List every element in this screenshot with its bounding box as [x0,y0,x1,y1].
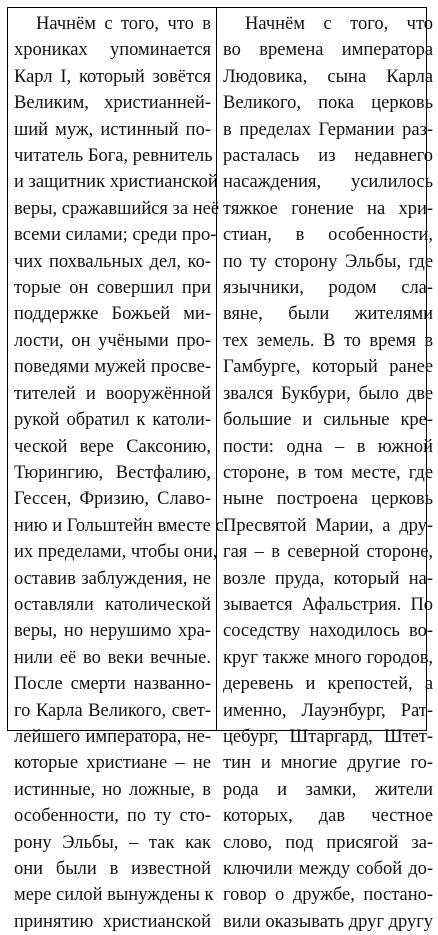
text-line: веры, сражавшийся за неё [14,198,220,219]
text-line: принятию христианской [14,911,211,932]
text-line: Начнём с того, что в [36,14,211,34]
text-line: истинные, но ложные, в [14,779,211,800]
text-line: Карл I, который зовётся [14,66,211,87]
text-line: гая – в северной стороне, [223,542,434,563]
text-line: оставив заблуждения, не [14,568,211,589]
text-line: ключили между собой до- [223,859,434,879]
text-line: именно, Лауэнбург, Рат- [223,700,434,721]
text-line: их пределами, чтобы они, [14,542,218,563]
text-line: и защитник христианской [14,172,218,193]
right-text-column [217,8,438,932]
text-line: рону Эльбы, – так как [14,832,211,853]
text-line: веры, но нерушимо хра- [14,621,211,642]
text-line: возле пруда, который на- [223,568,434,589]
text-line: рукой обратил к католи- [14,410,211,431]
text-line: поддержке Божьей ми- [14,304,211,325]
text-line: лейшего императора, не- [14,726,211,747]
two-column-text-page [7,7,434,932]
text-line: тяжкое гонение на хри- [223,198,434,219]
text-line: деревень и крепостей, а [223,674,434,695]
text-line: особенности, по ту сто- [14,806,211,827]
text-line: насаждения, усилилось [223,172,434,193]
text-line: всеми силами; среди про- [14,225,217,246]
text-line: торые он совершил при [14,278,211,299]
text-line: Гессен, Фризию, Славо- [14,489,211,510]
text-line: тителей и вооружённой [14,383,211,404]
text-line: Тюрингию, Вестфалию, [14,462,211,483]
text-line: стороне, в том месте, где [223,462,434,483]
text-line: которые христиане – не [14,753,211,774]
text-line: поведями мужей просве- [14,357,211,378]
text-line: слово, под присягой за- [223,832,434,853]
left-text-column [8,8,224,932]
text-line: Гамбурге, который ранее [223,357,434,378]
text-line: по ту сторону Эльбы, где [223,251,434,272]
text-line: нили её во веки вечные. [14,647,211,668]
text-line: оставляли католической [14,594,211,615]
text-line: нию и Гольштейн вместе с [14,515,224,536]
text-line: зывается Афальстрия. По [223,594,434,615]
text-line: хрониках упоминается [14,40,211,61]
text-line: тех земель. В то время в [223,330,434,351]
text-line: ческой вере Саксонию, [14,436,211,457]
text-line: ший муж, истинный по- [14,119,211,140]
text-line: чих похвальных дел, ко- [14,251,211,272]
text-line: расталась из недавнего [223,146,434,167]
text-line: рода и замки, жители [223,779,434,800]
text-line: язычники, родом сла- [223,278,434,299]
text-line: вили оказывать друг другу [223,911,434,932]
text-line: пости: одна – в южной [223,436,434,457]
text-line: цебург, Штаргард, Штет- [223,726,434,747]
text-line: Великим, христианней- [14,93,211,114]
text-line: читатель Бога, ревнитель [14,146,213,167]
text-line: го Карла Великого, свет- [14,700,211,721]
text-line: стиан, в особенности, [223,225,434,246]
text-line: соседству находилось во- [223,621,434,642]
text-line: большие и сильные кре- [223,410,434,431]
text-line: Пресвятой Марии, а дру- [223,515,434,536]
text-line: которых, дав честное [223,806,434,827]
text-line: круг также много городов, [223,647,434,668]
text-line: ныне построена церковь [223,489,434,510]
text-line: говор о дружбе, постано- [223,885,434,906]
text-line: После смерти названно- [14,674,211,695]
text-line: в пределах Германии раз- [223,119,434,140]
text-line: тин и многие другие го- [223,753,434,774]
text-line: во времена императора [223,40,434,61]
text-line: звался Букбури, было две [223,383,434,404]
text-line: вяне, были жителями [223,304,434,325]
text-line: мере силой вынуждены к [14,885,214,906]
text-line: лости, он учёными про- [14,330,211,351]
text-line: Начнём с того, что [245,14,434,34]
text-line: они были в известной [14,859,211,879]
text-line: Людовика, сына Карла [223,66,434,87]
text-line: Великого, пока церковь [223,93,434,114]
